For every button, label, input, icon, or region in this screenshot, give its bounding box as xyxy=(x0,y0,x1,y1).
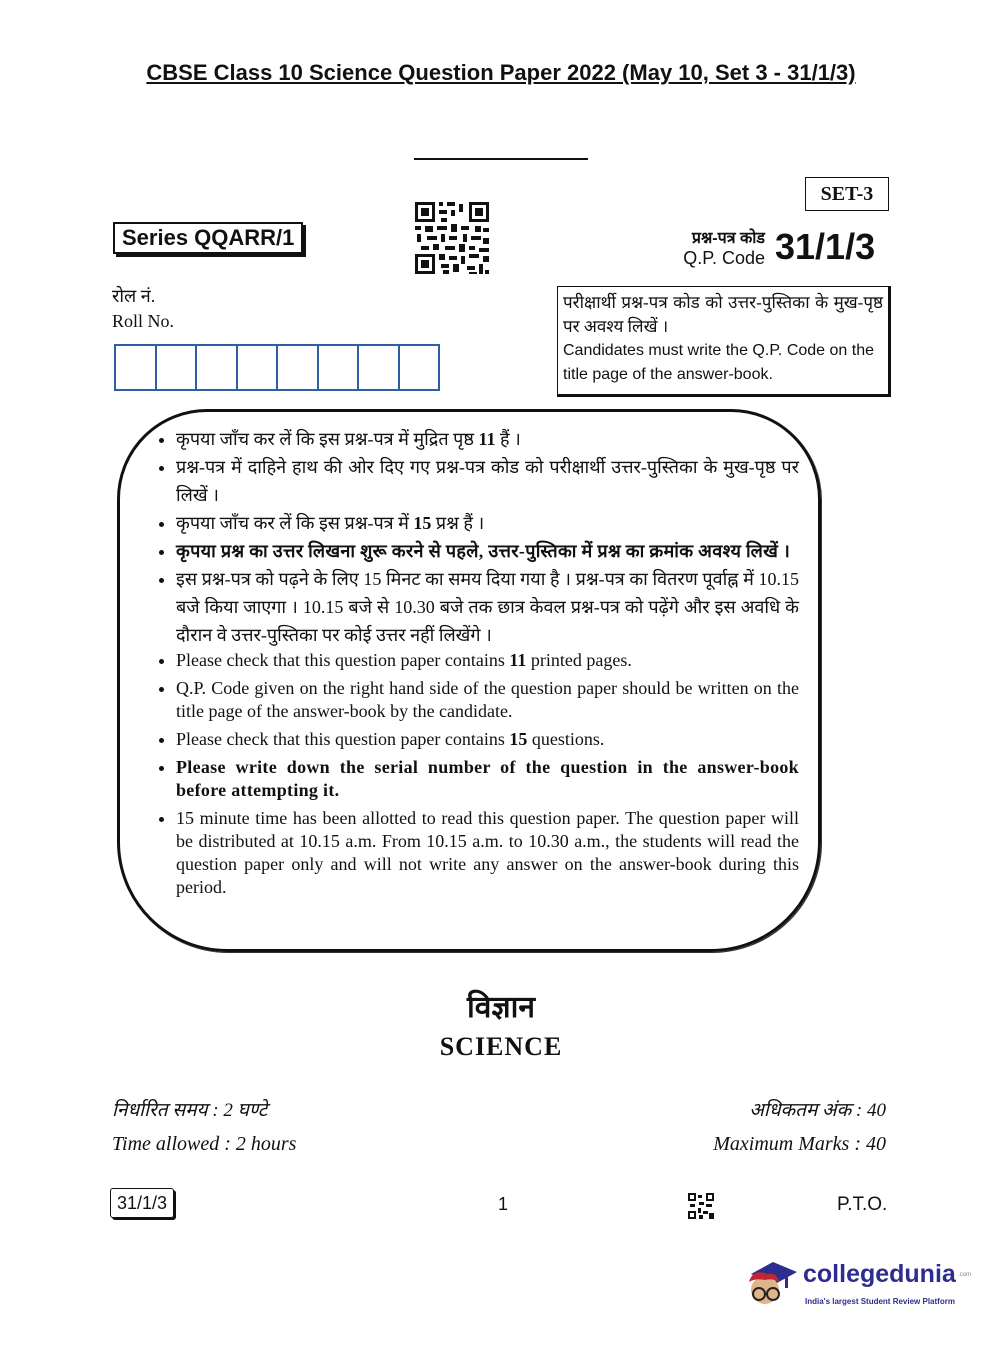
candidate-note-box xyxy=(557,286,891,397)
please-turn-over: P.T.O. xyxy=(837,1194,888,1215)
small-qr-code-icon xyxy=(688,1193,714,1219)
instruction-english-2: • Q.P. Code given on the right hand side of the question paper should be written on the title page of the answer-book by the candidate. xyxy=(176,677,799,723)
subject-title-hindi: विज्ञान xyxy=(466,991,536,1024)
roll-digit-box xyxy=(238,346,279,389)
footer-qp-code: 31/1/3 xyxy=(110,1188,174,1218)
collegedunia-suffix: .com xyxy=(958,1272,972,1278)
instruction-hindi-1: • कृपया जाँच कर लें कि इस प्रश्न-पत्र में मुद्रित पृष्ठ 11 हैं । xyxy=(176,425,799,453)
candidate-note-english: Candidates must write the Q.P. Code on the title page of the answer-book. xyxy=(563,342,874,383)
instruction-english-3: • Please check that this question paper contains 15 questions. xyxy=(176,728,799,751)
qr-code-icon xyxy=(413,200,491,276)
instruction-hindi-2: • प्रश्न-पत्र में दाहिने हाथ की ओर दिए गए प्रश्न-पत्र कोड को परीक्षार्थी उत्तर-पुस्तिका के मुख-पृष्ठ पर लिखें । xyxy=(176,453,799,509)
roll-number-boxes xyxy=(114,344,440,391)
instruction-english-5: • 15 minute time has been allotted to read this question paper. The question paper will be distributed at 10.15 a.m. From 10.15 a.m. to 10.30 a.m., the students will read the question paper only and will not write any answer on the answer-book during this period. xyxy=(176,807,799,899)
collegedunia-logo-icon xyxy=(743,1252,801,1312)
candidate-note-hindi: परीक्षार्थी प्रश्न-पत्र कोड को उत्तर-पुस्तिका के मुख-पृष्ठ पर अवश्य लिखें । xyxy=(563,293,883,336)
instruction-english-1: • Please check that this question paper contains 11 printed pages. xyxy=(176,649,799,672)
set-label: SET-3 xyxy=(805,177,889,211)
instruction-english-4: • Please write down the serial number of the question in the answer-book before attempting it. xyxy=(176,756,799,802)
roll-digit-box xyxy=(157,346,198,389)
roll-digit-box xyxy=(197,346,238,389)
roll-label-hindi: रोल नं. xyxy=(112,286,156,306)
qp-code-value: 31/1/3 xyxy=(775,226,876,267)
series-label: Series QQARR/1 xyxy=(113,222,303,254)
qp-code-label: Q.P. Code xyxy=(683,248,765,268)
qp-code-label-hindi: प्रश्न-पत्र कोड xyxy=(691,230,765,247)
maximum-marks: Maximum Marks : 40 xyxy=(713,1133,886,1155)
instruction-hindi-3: • कृपया जाँच कर लें कि इस प्रश्न-पत्र में 15 प्रश्न हैं । xyxy=(176,509,799,537)
time-allowed: Time allowed : 2 hours xyxy=(112,1133,297,1155)
maximum-marks-hindi: अधिकतम अंक : 40 xyxy=(749,1100,886,1121)
roll-digit-box xyxy=(359,346,400,389)
time-allowed-hindi: निर्धारित समय : 2 घण्टे xyxy=(112,1100,268,1121)
roll-digit-box xyxy=(116,346,157,389)
roll-label: Roll No. xyxy=(112,311,175,331)
subject-title: SCIENCE xyxy=(439,1032,563,1061)
instruction-hindi-5: • इस प्रश्न-पत्र को पढ़ने के लिए 15 मिनट का समय दिया गया है । प्रश्न-पत्र का वितरण पूर्वाह्न में 10.15 बजे किया जाएगा । 10.15 बजे से 10.30 बजे तक छात्र केवल प्रश्न-पत्र को पढ़ेंगे और इस अवधि के दौरान वे उत्तर-पुस्तिका पर कोई उत्तर नहीं लिखेंगे । xyxy=(176,565,799,649)
roll-digit-box xyxy=(278,346,319,389)
page-number: 1 xyxy=(498,1194,509,1214)
instruction-hindi-4: • कृपया प्रश्न का उत्तर लिखना शुरू करने से पहले, उत्तर-पुस्तिका में प्रश्न का क्रमांक अवश्य लिखें । xyxy=(176,537,799,565)
roll-digit-box xyxy=(400,346,439,389)
collegedunia-tagline: India's largest Student Review Platform xyxy=(805,1297,955,1306)
document-title: CBSE Class 10 Science Question Paper 2022 (May 10, Set 3 - 31/1/3) xyxy=(146,60,856,85)
instructions-box xyxy=(117,409,821,952)
collegedunia-wordmark: collegedunia xyxy=(803,1260,956,1288)
divider-line xyxy=(414,158,588,160)
roll-digit-box xyxy=(319,346,360,389)
